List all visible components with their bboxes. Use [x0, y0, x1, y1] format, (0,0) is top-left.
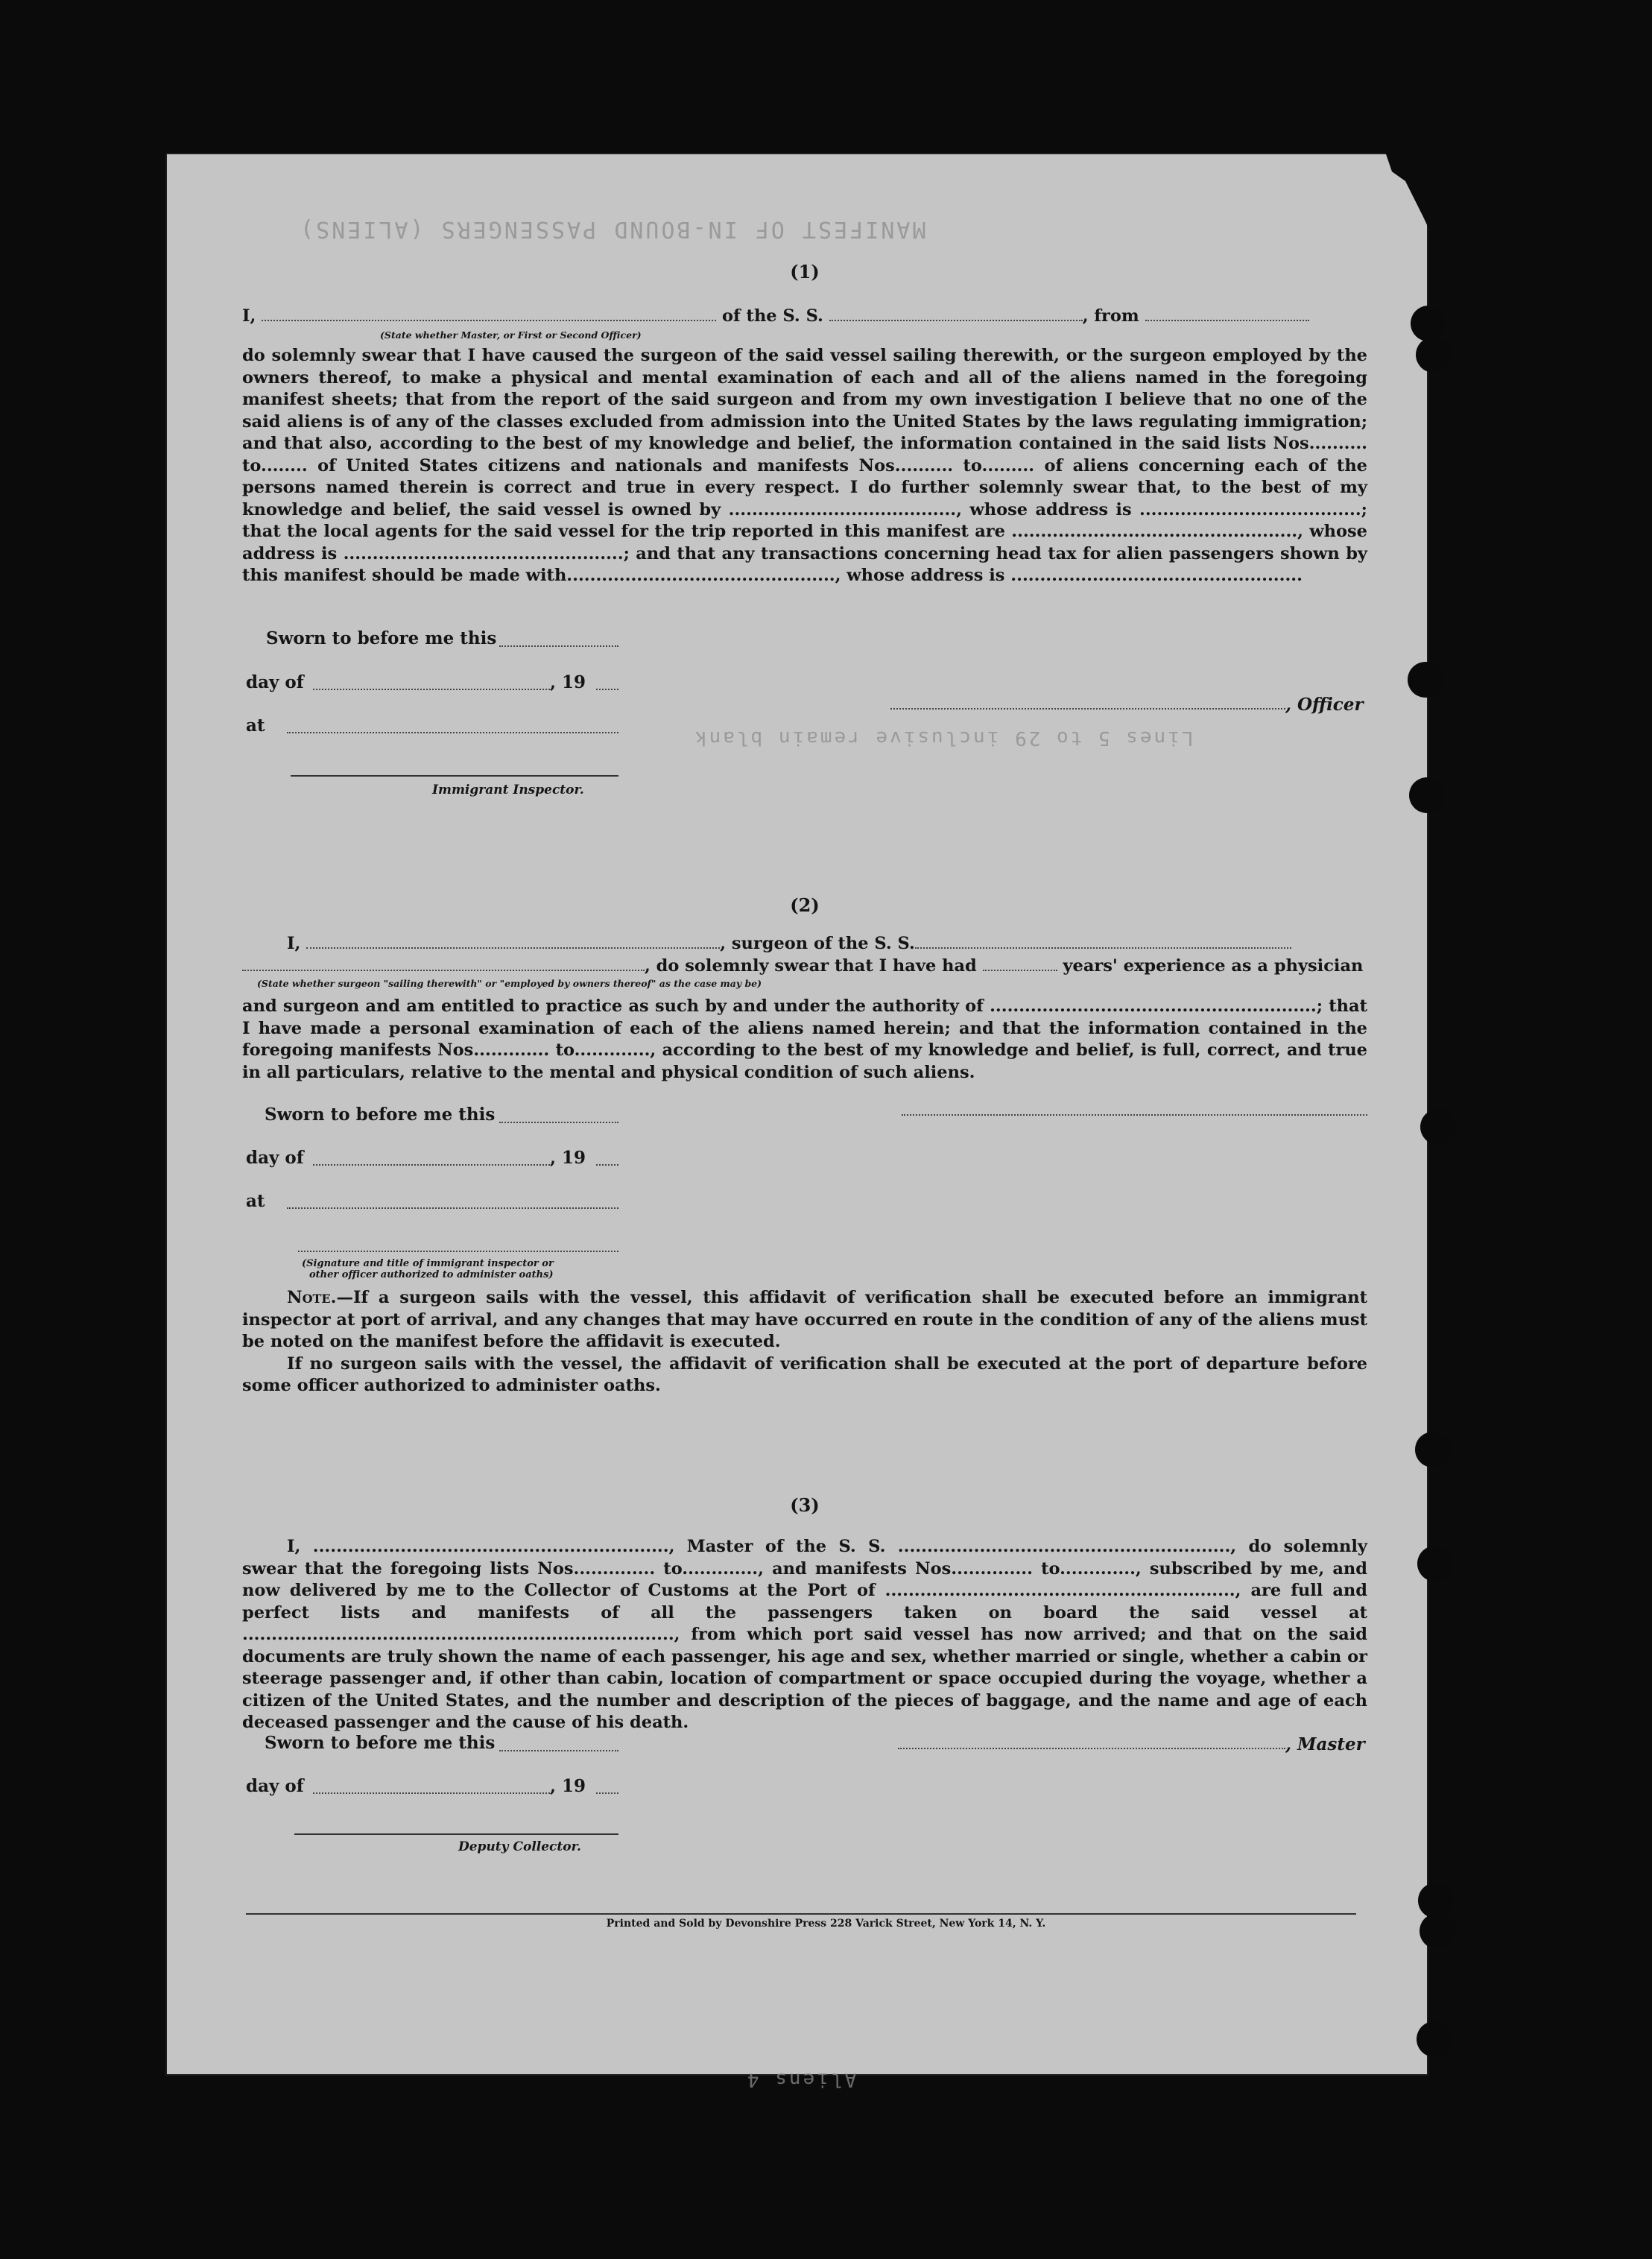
- footer-rule: [246, 1913, 1356, 1915]
- sworn-label: Sworn to before me this: [265, 1733, 496, 1753]
- master-signature-line[interactable]: [898, 1748, 1285, 1749]
- punch-hole: [1416, 337, 1452, 373]
- section-number: (3): [790, 1494, 820, 1516]
- official-signature-line[interactable]: [298, 1251, 618, 1252]
- year-field[interactable]: [596, 1164, 618, 1166]
- years-field[interactable]: [983, 956, 1057, 971]
- note-text-2: If no surgeon sails with the vessel, the affidavit of verification shall be executed at the port of departure before some officer authorized to administer oaths.: [242, 1353, 1367, 1395]
- at-field[interactable]: [287, 732, 618, 733]
- printer-imprint: Printed and Sold by Devonshire Press 228 Varick Street, New York 14, N. Y.: [606, 1918, 1046, 1930]
- punch-hole: [1417, 1546, 1453, 1582]
- signature-caption: other officer authorized to administer oaths): [309, 1269, 554, 1280]
- sworn-label: Sworn to before me this: [266, 628, 497, 648]
- section-3-oath: [242, 1536, 1367, 1734]
- oath-text: I, ............................................................., Master of the S. S. ........................................................., do solemnly swear that the foregoing lists Nos.............. to............., and manifests Nos.............. to............., subscribed by me, and now delivered by me to the Collector of Customs at the Port of ............................................................, are full and perfect lists and manifests of all the passengers taken on board the said vessel at .........................................................................., from which port said vessel has now arrived; and that on the said documents are truly shown the name of each passenger, his age and sex, whether married or single, whether a cabin or steerage passenger and, if other than cabin, location of compartment or space occupied during the voyage, whether a citizen of the United States, and the number and description of the pieces of baggage, and the name and age of each deceased passenger and the cause of his death.: [242, 1537, 1367, 1732]
- punch-hole: [1417, 2021, 1452, 2057]
- day-of-field[interactable]: [313, 1792, 550, 1794]
- bleed-through-header: MANIFEST OF IN-BOUND PASSENGERS (ALIENS): [298, 216, 926, 242]
- section-2-second-line: , do solemnly swear that I have had years' experience as a physician: [242, 955, 1367, 978]
- day-of-label: day of: [246, 672, 304, 692]
- note-label: Note.: [287, 1288, 337, 1307]
- section-1-first-line: I, of the S. S. , from: [242, 306, 1367, 328]
- field-caption: (State whether Master, or First or Second Officer): [380, 329, 642, 341]
- vessel-field[interactable]: [829, 306, 1083, 321]
- bleed-through-footer: Aliens 4: [745, 2068, 857, 2091]
- name-field[interactable]: [262, 306, 716, 321]
- bleed-through-note: Lines 5 to 29 inclusive remain blank: [693, 727, 1194, 749]
- status-field[interactable]: [242, 956, 645, 971]
- section-2-note: [242, 1287, 1367, 1397]
- master-label: , Master: [1285, 1734, 1365, 1754]
- day-of-label: day of: [246, 1776, 304, 1796]
- surgeon-signature-line[interactable]: [902, 1114, 1367, 1116]
- year-field[interactable]: [596, 1792, 618, 1794]
- punch-hole: [1408, 662, 1443, 698]
- year-label: , 19: [550, 1776, 586, 1796]
- day-of-field[interactable]: [313, 689, 550, 690]
- inspector-caption: Immigrant Inspector.: [432, 783, 584, 797]
- at-label: at: [246, 1191, 265, 1211]
- section-2-first-line: I, , surgeon of the S. S.: [242, 933, 1412, 955]
- punch-hole: [1409, 777, 1445, 813]
- day-of-label: day of: [246, 1148, 304, 1168]
- section-2-oath: [242, 996, 1367, 1084]
- collector-caption: Deputy Collector.: [458, 1839, 581, 1854]
- field-caption: (State whether surgeon "sailing therewith" or "employed by owners thereof" as the case may be): [257, 978, 762, 989]
- from-field[interactable]: [1145, 306, 1309, 321]
- signature-caption: (Signature and title of immigrant inspector or: [302, 1258, 554, 1269]
- inspector-signature-line[interactable]: [291, 775, 618, 777]
- punch-hole: [1415, 1432, 1451, 1467]
- section-number: (2): [790, 894, 820, 916]
- oath-text: and surgeon and am entitled to practice as such by and under the authority of ........................................................; that I have made a personal examination of each of the aliens named herein; and that the information contained in the foregoing manifests Nos............. to............., according to the best of my knowledge and belief, is full, correct, and true in all particulars, relative to the mental and physical condition of such aliens.: [242, 996, 1367, 1082]
- year-label: , 19: [550, 1148, 586, 1168]
- sworn-date-field[interactable]: [499, 645, 618, 647]
- punch-hole: [1411, 306, 1446, 341]
- punch-hole: [1420, 1109, 1456, 1145]
- section-number: (1): [790, 261, 820, 282]
- collector-signature-line[interactable]: [294, 1833, 618, 1835]
- note-text: —If a surgeon sails with the vessel, this affidavit of verification shall be executed before an immigrant inspector at port of arrival, and any changes that may have occurred en route in the condition of any of the aliens must be noted on the manifest before the affidavit is executed.: [242, 1288, 1367, 1351]
- year-field[interactable]: [596, 689, 618, 690]
- officer-signature-line[interactable]: [890, 708, 1285, 710]
- vessel-field[interactable]: [915, 934, 1291, 949]
- sworn-date-field[interactable]: [499, 1750, 618, 1751]
- officer-label: , Officer: [1285, 695, 1364, 715]
- sworn-date-field[interactable]: [499, 1122, 618, 1123]
- surgeon-name-field[interactable]: [306, 934, 720, 949]
- day-of-field[interactable]: [313, 1164, 550, 1166]
- year-label: , 19: [550, 672, 586, 692]
- sworn-label: Sworn to before me this: [265, 1105, 496, 1125]
- section-1-oath: [242, 345, 1367, 587]
- at-field[interactable]: [287, 1207, 618, 1209]
- at-label: at: [246, 715, 265, 736]
- oath-text: do solemnly swear that I have caused the surgeon of the said vessel sailing therewith, or the surgeon employed by the owners thereof, to make a physical and mental examination of each and all of the aliens named in the foregoing manifest sheets; that from the report of the said surgeon and from my own investigation I believe that no one of the said aliens is of any of the classes excluded from admission into the United States by the laws regulating immigration; and that also, according to the best of my knowledge and belief, the information contained in the said lists Nos.......... to........ of United States citizens and nationals and manifests Nos.......... to......... of aliens concerning each of the persons named therein is correct and true in every respect. I do further solemnly swear that, to the best of my knowledge and belief, the said vessel is owned by ......................................., whose address is ......................................; that the local agents for the said vessel for the trip reported in this manifest are ................................................., whose address is ................................................; and that any transactions concerning head tax for alien passengers shown by this manifest should be made with.............................................., whose address is ..................................................: [242, 346, 1367, 585]
